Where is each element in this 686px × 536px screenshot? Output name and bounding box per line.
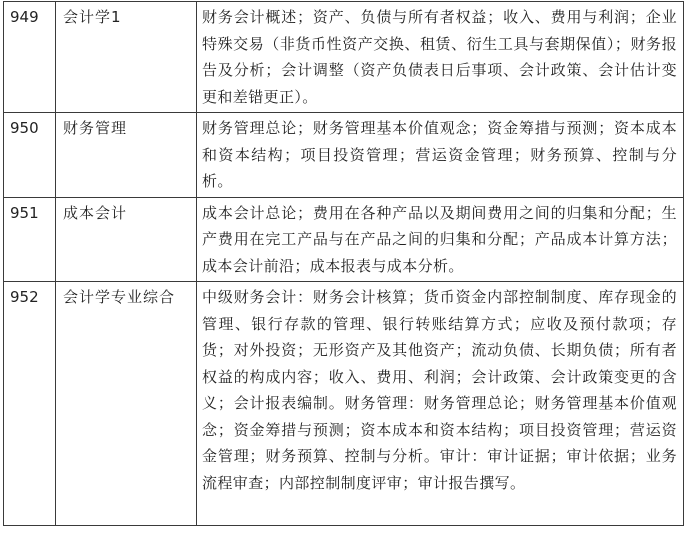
course-name-cell: 成本会计 (56, 197, 197, 282)
table-row (4, 282, 684, 526)
course-code-cell: 950 (4, 113, 56, 198)
course-content-cell: 财务会计概述；资产、负债与所有者权益；收入、费用与利润；企业特殊交易（非货币性资产交换、租赁、衍生工具与套期保值）；财务报告及分析；会计调整（资产负债表日后事项、会计政策、会计估计变更和差错更正）。 (197, 2, 684, 113)
course-name-cell: 财务管理 (56, 113, 197, 198)
course-code-cell: 951 (4, 197, 56, 282)
course-code-cell: 949 (4, 2, 56, 113)
course-content-cell: 成本会计总论；费用在各种产品以及期间费用之间的归集和分配；生产费用在完工产品与在产品之间的归集和分配；产品成本计算方法；成本会计前沿；成本报表与成本分析。 (197, 197, 684, 282)
table-row (4, 197, 684, 282)
course-code-cell: 952 (4, 282, 56, 526)
course-content-cell: 中级财务会计：财务会计核算；货币资金内部控制制度、库存现金的管理、银行存款的管理、银行转账结算方式；应收及预付款项；存货；对外投资；无形资产及其他资产；流动负债、长期负债；所有者权益的构成内容；收入、费用、利润；会计政策、会计政策变更的含义；会计报表编制。财务管理：财务管理总论；财务管理基本价值观念；资金筹措与预测；资本成本和资本结构；项目投资管理；营运资金管理；财务预算、控制与分析。审计：审计证据；审计依据；业务流程审查；内部控制制度评审；审计报告撰写。 (197, 282, 684, 526)
course-syllabus-table (3, 1, 684, 526)
course-name-cell: 会计学1 (56, 2, 197, 113)
course-content-cell: 财务管理总论；财务管理基本价值观念；资金筹措与预测；资本成本和资本结构；项目投资管理；营运资金管理；财务预算、控制与分析。 (197, 113, 684, 198)
table-row (4, 2, 684, 113)
table-row (4, 113, 684, 198)
course-name-cell: 会计学专业综合 (56, 282, 197, 526)
